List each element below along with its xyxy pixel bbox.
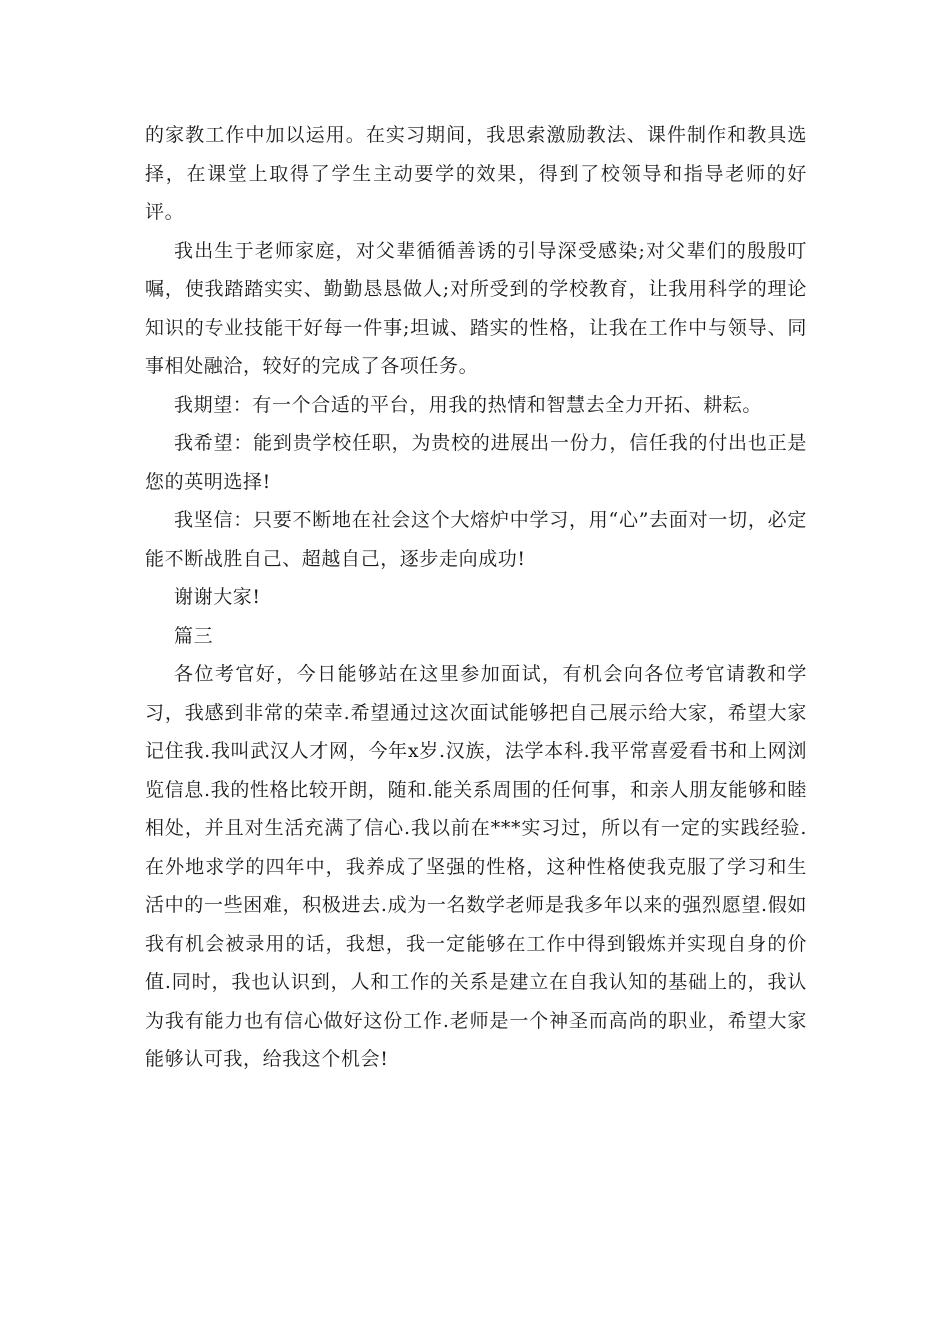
document-body	[145, 116, 807, 1079]
section-heading: 篇三	[174, 624, 214, 647]
paragraph-1: 的家教工作中加以运用。在实习期间，我思索激励教法、课件制作和教具选择，在课堂上取得了学生主动要学的效果，得到了校领导和指导老师的好评。	[145, 124, 807, 223]
paragraph-4: 我希望：能到贵学校任职，为贵校的进展出一份力，信任我的付出也正是您的英明选择!	[145, 432, 807, 493]
paragraph-5: 我坚信：只要不断地在社会这个大熔炉中学习，用“心”去面对一切，必定能不断战胜自己、超越自己，逐步走向成功!	[145, 509, 807, 570]
paragraph-6: 谢谢大家!	[174, 586, 261, 608]
paragraph-7: 各位考官好，今日能够站在这里参加面试，有机会向各位考官请教和学习，我感到非常的荣幸.希望通过这次面试能够把自己展示给大家，希望大家记住我.我叫武汉人才网，今年x岁.汉族，法学本科.我平常喜爱看书和上网浏览信息.我的性格比较开朗，随和.能关系周围的任何事，和亲人朋友能够和睦相处，并且对生活充满了信心.我以前在***实习过，所以有一定的实践经验.在外地求学的四年中，我养成了坚强的性格，这种性格使我克服了学习和生活中的一些困难，积极进去.成为一名数学老师是我多年以来的强烈愿望.假如我有机会被录用的话，我想，我一定能够在工作中得到锻炼并实现自身的价值.同时，我也认识到，人和工作的关系是建立在自我认知的基础上的，我认为我有能力也有信心做好这份工作.老师是一个神圣而高尚的职业，希望大家能够认可我，给我这个机会!	[145, 663, 807, 1070]
paragraph-2: 我出生于老师家庭，对父辈循循善诱的引导深受感染;对父辈们的殷殷叮嘱，使我踏踏实实、勤勤恳恳做人;对所受到的学校教育，让我用科学的理论知识的专业技能干好每一件事;坦诚、踏实的性格，让我在工作中与领导、同事相处融洽，较好的完成了各项任务。	[145, 239, 807, 377]
paragraph-3: 我期望：有一个合适的平台，用我的热情和智慧去全力开拓、耕耘。	[174, 393, 763, 416]
